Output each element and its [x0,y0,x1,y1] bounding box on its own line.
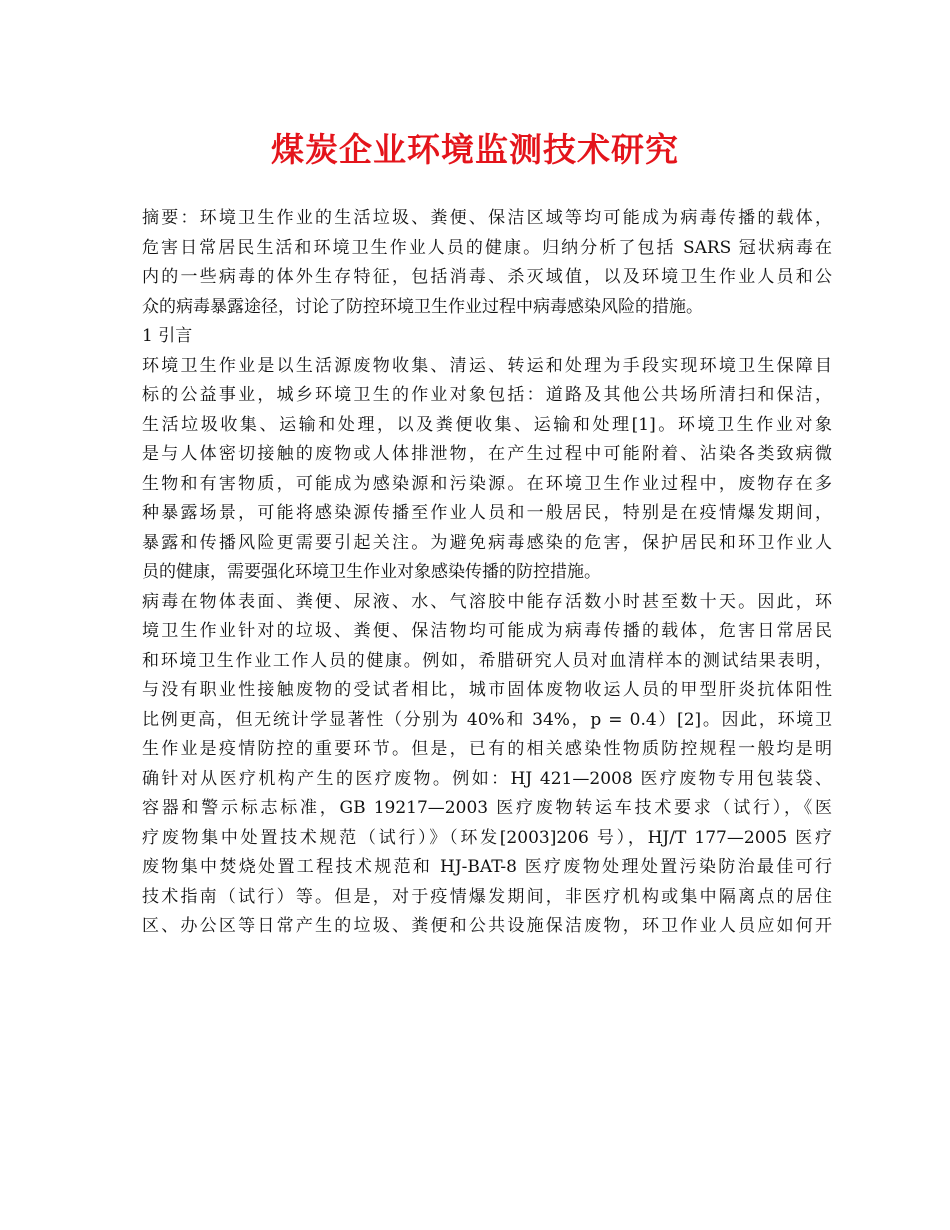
body-line: 众的病毒暴露途径，讨论了防控环境卫生作业过程中病毒感染风险的措施。 [142,296,703,317]
body-line: 容器和警示标志标准，GB 19217—2003 医疗废物转运车技术要求（试行），《医 [142,798,832,818]
body-line: 与没有职业性接触废物的受试者相比，城市固体废物收运人员的甲型肝炎抗体阳性 [142,680,832,700]
body-line: 和环境卫生作业工作人员的健康。例如，希腊研究人员对血清样本的测试结果表明， [142,650,832,671]
document-title: 煤炭企业环境监测技术研究 [271,130,679,169]
body-line: 员的健康，需要强化环境卫生作业对象感染传播的防控措施。 [142,562,601,582]
document-body [142,204,832,942]
body-line: 废物集中焚烧处置工程技术规范和 HJ-BAT-8 医疗废物处理处置污染防治最佳可行 [142,857,832,877]
body-line: 危害日常居民生活和环境卫生作业人员的健康。归纳分析了包括 SARS 冠状病毒在 [142,237,832,258]
body-line: 疗废物集中处置技术规范（试行）》（环发[2003]206 号），HJ/T 177—2005 医疗 [142,827,832,848]
body-line: 生作业是疫情防控的重要环节。但是，已有的相关感染性物质防控规程一般均是明 [142,739,832,759]
body-line: 比例更高，但无统计学显著性（分别为 40%和 34%，p = 0.4）[2]。因此，环境卫 [142,709,832,730]
body-line: 种暴露场景，可能将感染源传播至作业人员和一般居民，特别是在疫情爆发期间， [142,503,832,523]
body-line: 暴露和传播风险更需要引起关注。为避免病毒感染的危害，保护居民和环卫作业人 [142,532,832,553]
section-heading: 1 引言 [142,326,193,346]
body-line: 病毒在物体表面、粪便、尿液、水、气溶胶中能存活数小时甚至数十天。因此，环 [142,591,832,612]
body-line: 确针对从医疗机构产生的医疗废物。例如：HJ 421—2008 医疗废物专用包装袋、 [142,768,832,789]
body-line: 环境卫生作业是以生活源废物收集、清运、转运和处理为手段实现环境卫生保障目 [142,355,832,376]
body-line: 摘要：环境卫生作业的生活垃圾、粪便、保洁区域等均可能成为病毒传播的载体， [142,208,832,228]
body-line: 是与人体密切接触的废物或人体排泄物，在产生过程中可能附着、沾染各类致病微 [142,444,832,464]
body-line: 内的一些病毒的体外生存特征，包括消毒、杀灭域值，以及环境卫生作业人员和公 [142,267,832,287]
body-line: 标的公益事业，城乡环境卫生的作业对象包括：道路及其他公共场所清扫和保洁， [142,385,832,405]
body-line: 境卫生作业针对的垃圾、粪便、保洁物均可能成为病毒传播的载体，危害日常居民 [142,621,832,641]
body-line: 区、办公区等日常产生的垃圾、粪便和公共设施保洁废物，环卫作业人员应如何开 [142,916,832,936]
body-line: 生活垃圾收集、运输和处理，以及粪便收集、运输和处理[1]。环境卫生作业对象 [142,414,832,435]
body-line: 生物和有害物质，可能成为感染源和污染源。在环境卫生作业过程中，废物存在多 [142,473,832,494]
body-line: 技术指南（试行）等。但是，对于疫情爆发期间，非医疗机构或集中隔离点的居住 [142,886,832,907]
